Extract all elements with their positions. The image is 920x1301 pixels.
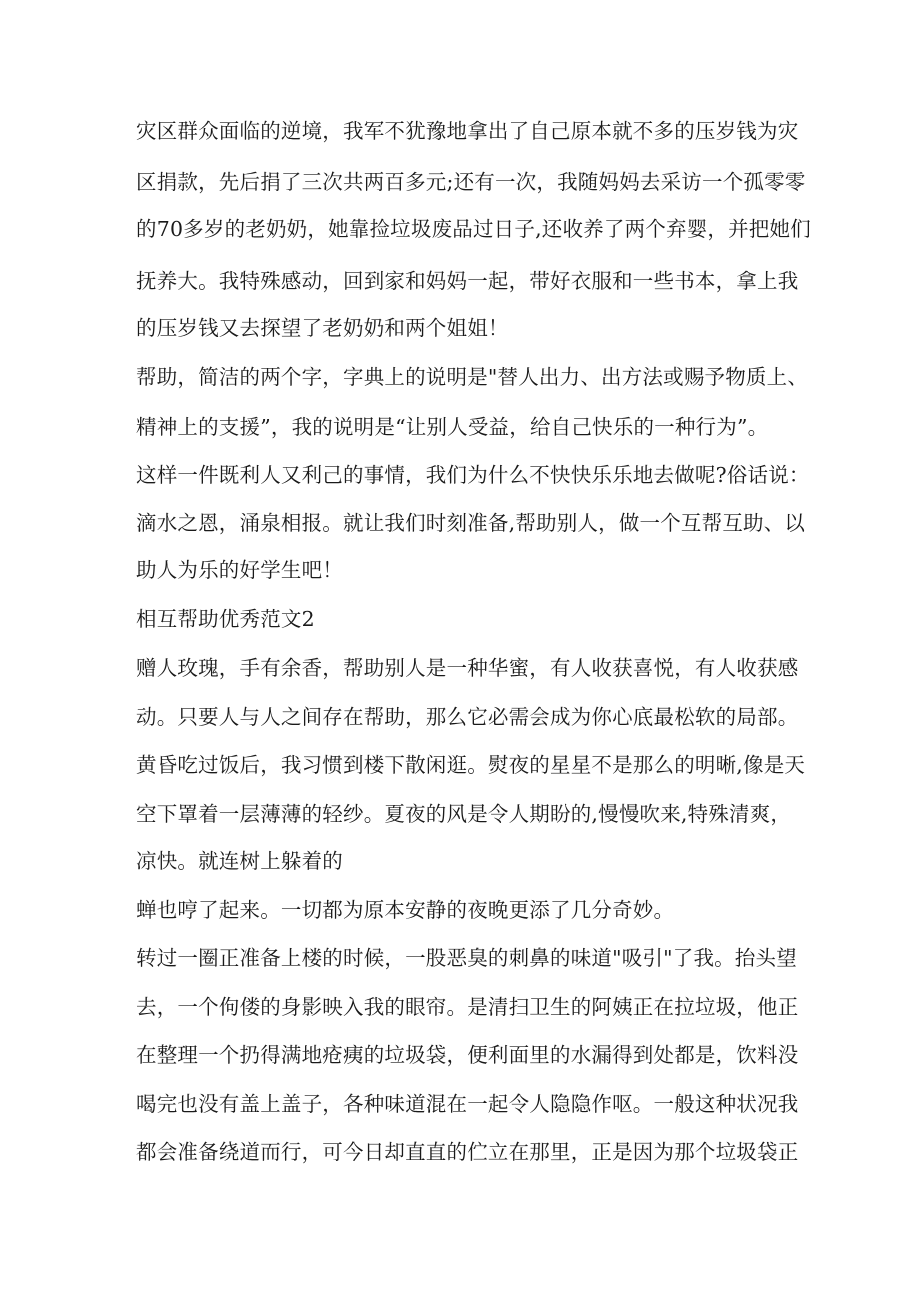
text-line: 滴水之恩，涌泉相报。就让我们时刻准备,帮助别人，做一个互帮互助、以	[136, 511, 806, 535]
text-line: 都会准备绕道而行，可今日却直直的伫立在那里，正是因为那个垃圾袋正	[136, 1140, 799, 1164]
text-line: 区捐款，先后捐了三次共两百多元;还有一次，我随妈妈去采访一个孤零零	[136, 170, 806, 194]
text-line: 精神上的支援”，我的说明是“让别人受益，给自己快乐的一种行为”。	[136, 415, 769, 439]
text-line: 赠人玫瑰，手有余香，帮助别人是一种华蜜，有人收获喜悦，有人收获感	[136, 656, 799, 680]
text-line: 灾区群众面临的逆境，我军不犹豫地拿出了自己原本就不多的压岁钱为灾	[136, 119, 799, 143]
text-line: 的压岁钱又去探望了老奶奶和两个姐姐！	[136, 316, 509, 340]
text-line: 黄昏吃过饭后，我习惯到楼下散闲逛。熨夜的星星不是那么的明晰,像是天	[136, 753, 806, 777]
text-line: 助人为乐的好学生吧！	[136, 558, 343, 582]
text-line: 喝完也没有盖上盖子，各种味道混在一起令人隐隐作呕。一般这种状况我	[136, 1092, 799, 1116]
text-line: 这样一件既利人又利己的事情，我们为什么不快快乐乐地去做呢?俗话说：	[136, 463, 810, 487]
text-line: 帮助，简洁的两个字，字典上的说明是"替人出力、出方法或赐予物质上、	[136, 365, 809, 389]
text-line: 的70多岁的老奶奶，她靠捡垃圾废品过日子,还收养了两个弃婴，并把她们	[136, 217, 811, 241]
text-line: 抚养大。我特殊感动，回到家和妈妈一起，带好衣服和一些书本，拿上我	[136, 269, 799, 293]
text-line: 凉快。就连树上躲着的	[136, 849, 343, 873]
text-line: 空下罩着一层薄薄的轻纱。夏夜的风是令人期盼的,慢慢吹来,特殊清爽，	[136, 802, 792, 826]
text-line: 转过一圈正准备上楼的时候，一股恶臭的刺鼻的味道"吸引"了我。抬头望	[136, 946, 797, 970]
text-line: 在整理一个扔得满地疮痍的垃圾袋，便利面里的水漏得到处都是，饮料没	[136, 1043, 799, 1067]
text-line: 去，一个佝偻的身影映入我的眼帘。是清扫卫生的阿姨正在拉垃圾，他正	[136, 995, 799, 1019]
text-line: 动。只要人与人之间存在帮助，那么它必需会成为你心底最松软的局部。	[136, 705, 799, 729]
text-line: 蝉也哼了起来。一切都为原本安静的夜晚更添了几分奇妙。	[136, 898, 675, 922]
section-heading: 相互帮助优秀范文2	[136, 607, 315, 631]
